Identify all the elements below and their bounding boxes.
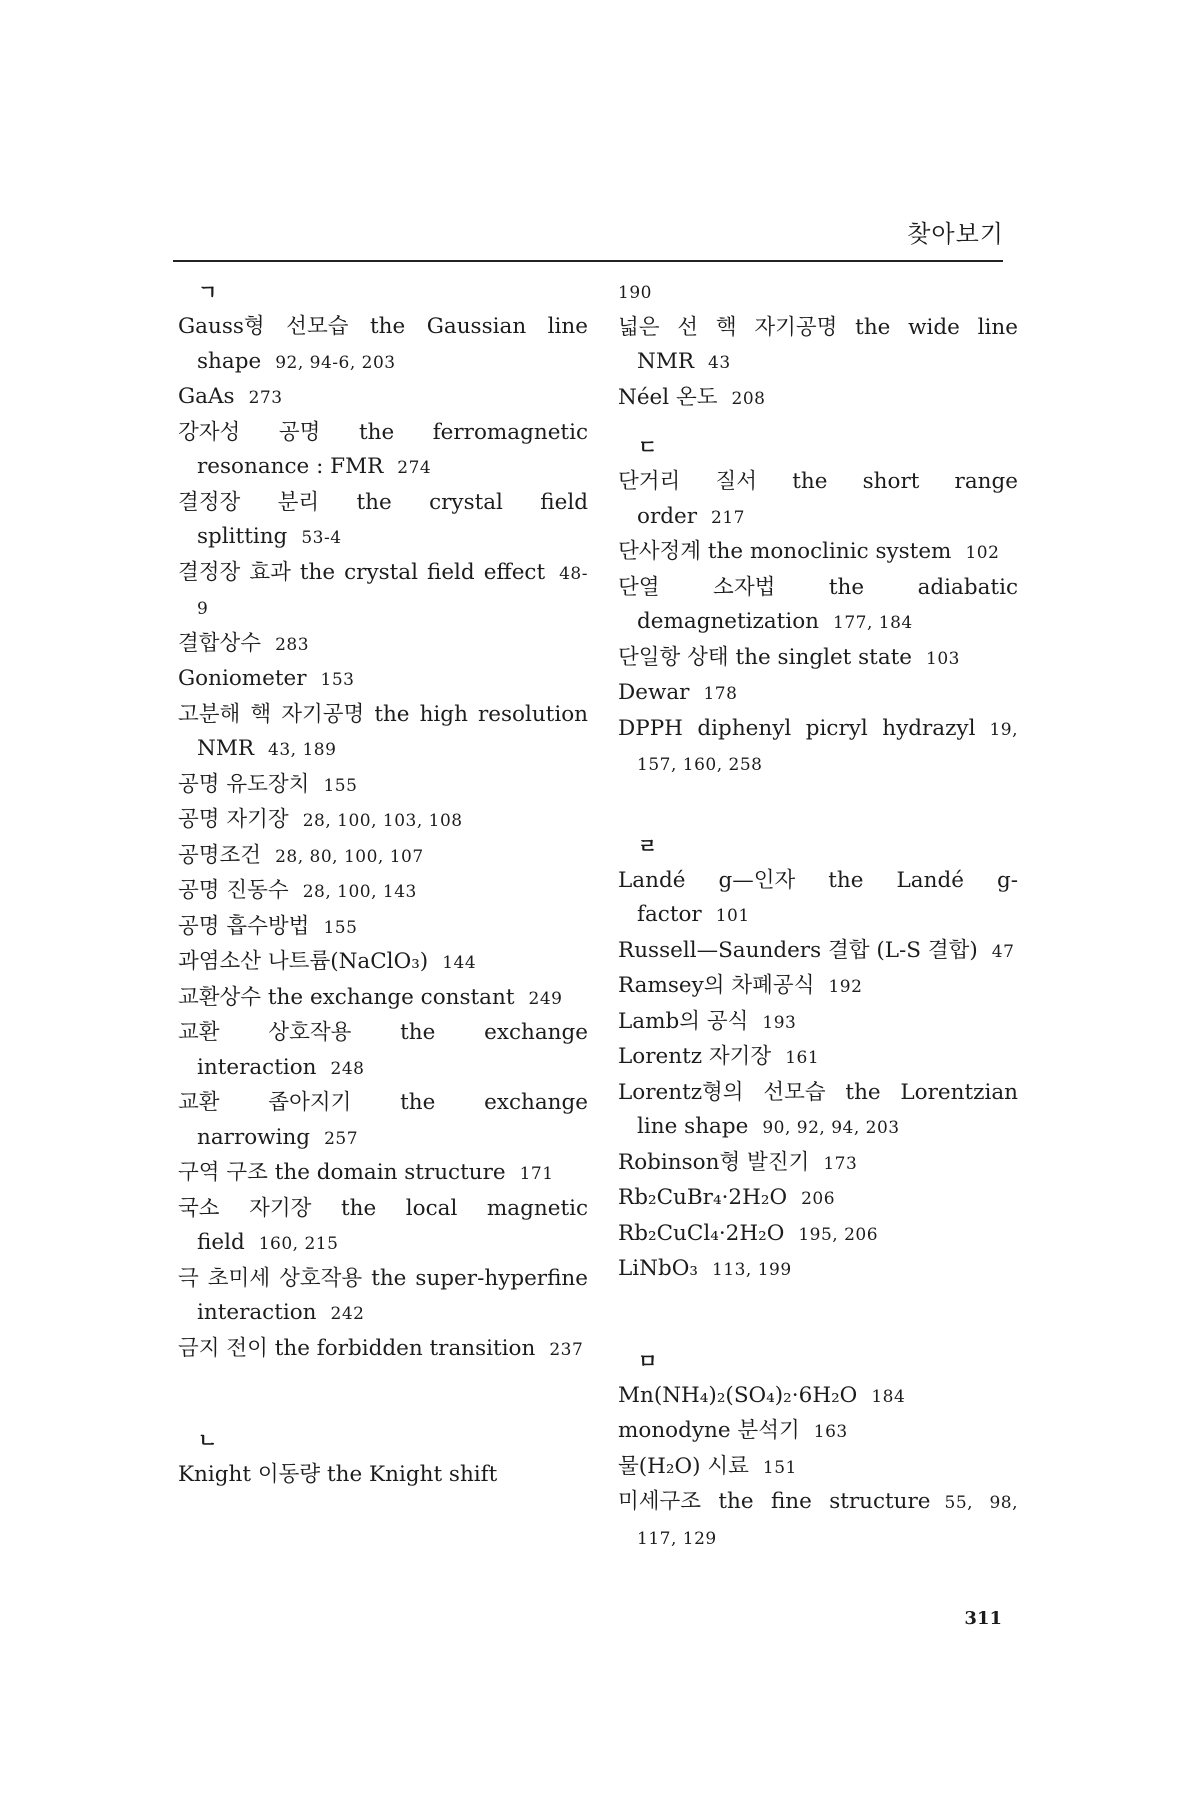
- entry-pages: 155: [323, 775, 358, 796]
- group-heading: ㄷ: [638, 435, 658, 459]
- index-entry: Néel 온도 208: [618, 384, 766, 410]
- entry-pages: 103: [926, 648, 960, 669]
- entry-pages: 257: [324, 1128, 359, 1149]
- index-entry: Lorentz형의 선모습 the Lorentzian line shape 90, 92, 94, 203: [618, 1079, 1018, 1139]
- entry-pages: 47: [991, 941, 1015, 962]
- index-entry: 국소 자기장 the local magnetic field 160, 215: [178, 1195, 588, 1255]
- index-entry: monodyne 분석기 163: [618, 1418, 848, 1443]
- entry-pages: 28, 100, 143: [302, 882, 417, 902]
- entry-pages: 184: [871, 1386, 906, 1407]
- index-entry: 결합상수 283: [178, 630, 310, 656]
- index-entry: DPPH diphenyl picryl hydrazyl 19, 157, 160, 258: [618, 715, 1018, 775]
- entry-pages: 53-4: [301, 528, 342, 548]
- entry-pages: 101: [715, 906, 750, 926]
- index-entry: 물(H₂O) 시료 151: [618, 1453, 797, 1479]
- index-group-mieum: [618, 1344, 1018, 1557]
- index-entry: Goniometer 153: [178, 666, 355, 691]
- index-entry: Rb₂CuBr₄·2H₂O 206: [618, 1185, 836, 1210]
- index-entry: 공명 진동수 28, 100, 143: [178, 878, 417, 903]
- index-entry: 구역 구조 the domain structure 171: [178, 1160, 554, 1185]
- index-entry: 극 초미세 상호작용 the super-hyperfine interaction 242: [178, 1265, 588, 1325]
- index-group-digeut: [618, 430, 1018, 783]
- index-entry: 공명 자기장 28, 100, 103, 108: [178, 807, 463, 832]
- entry-pages: 283: [275, 634, 310, 655]
- index-entry: Ramsey의 차폐공식 192: [618, 973, 863, 998]
- index-group-rieul: [618, 829, 1018, 1288]
- group-heading: ㅁ: [638, 1348, 658, 1373]
- entry-pages: 151: [762, 1457, 797, 1478]
- group-heading: ㄹ: [638, 833, 658, 858]
- index-entry: 단거리 질서 the short range order 217: [618, 469, 1018, 529]
- entry-pages: 274: [397, 458, 432, 478]
- entry-pages: 217: [711, 507, 745, 528]
- index-entry: 결정장 효과 the crystal field effect 48-9: [178, 559, 588, 619]
- entry-pages: 163: [813, 1422, 848, 1442]
- entry-pages: 28, 100, 103, 108: [302, 811, 463, 831]
- entry-pages: 171: [519, 1164, 554, 1184]
- index-entry: Robinson형 발진기 173: [618, 1149, 858, 1175]
- entry-pages: 160, 215: [258, 1234, 339, 1254]
- entry-pages: 113, 199: [711, 1260, 792, 1280]
- entry-pages: 249: [528, 988, 563, 1009]
- entry-pages: 237: [549, 1339, 584, 1360]
- group-spacer: [618, 416, 1018, 430]
- index-entry: Dewar 178: [618, 680, 738, 705]
- entry-pages: 173: [823, 1153, 858, 1174]
- index-entry: Rb₂CuCl₄·2H₂O 195, 206: [618, 1220, 879, 1246]
- index-entry: 단사정계 the monoclinic system 102: [618, 539, 1000, 564]
- entry-pages: 155: [323, 917, 358, 938]
- entry-pages: 161: [785, 1048, 820, 1068]
- index-entry: 교환 좁아지기 the exchange narrowing 257: [178, 1090, 588, 1150]
- entry-pages: 43: [708, 353, 731, 373]
- index-entry: 교환상수 the exchange constant 249: [178, 984, 563, 1010]
- group-spacer: [178, 1367, 588, 1423]
- entry-pages: 92, 94-6, 203: [275, 352, 396, 373]
- index-entry: 공명 유도장치 155: [178, 771, 358, 797]
- index-group-nieun: [178, 1423, 588, 1494]
- entry-pages: 195, 206: [798, 1224, 879, 1245]
- entry-pages: 242: [330, 1304, 365, 1324]
- index-entry: 공명 흡수방법 155: [178, 913, 358, 939]
- index-entry: 단일항 상태 the singlet state 103: [618, 644, 960, 670]
- index-entry: 교환 상호작용 the exchange interaction 248: [178, 1020, 588, 1080]
- index-entry: Russell—Saunders 결합 (L-S 결합) 47: [618, 937, 1015, 963]
- index-entry: 공명조건 28, 80, 100, 107: [178, 842, 424, 868]
- entry-pages: 28, 80, 100, 107: [275, 846, 424, 867]
- entry-pages: 206: [801, 1189, 836, 1209]
- index-entry: LiNbO₃ 113, 199: [618, 1256, 792, 1281]
- entry-pages: 192: [828, 977, 863, 997]
- group-spacer: [618, 1288, 1018, 1344]
- index-entry: Gauss형 선모습 the Gaussian line shape 92, 94-6, 203: [178, 314, 588, 374]
- index-entry: 미세구조 the fine structure 55, 98, 117, 129: [618, 1489, 1019, 1549]
- group-spacer: [618, 783, 1018, 829]
- index-entry: GaAs 273: [178, 384, 283, 409]
- entry-pages: 153: [320, 670, 355, 690]
- group-heading: ㄴ: [198, 1428, 218, 1452]
- entry-pages: 144: [442, 953, 477, 973]
- entry-pages: 208: [731, 388, 766, 409]
- entry-pages: 55, 98, 117, 129: [637, 1493, 1019, 1549]
- entry-pages: 193: [762, 1012, 797, 1033]
- index-entry: Mn(NH₄)₂(SO₄)₂·6H₂O 184: [618, 1382, 906, 1408]
- entry-pages: 19, 157, 160, 258: [637, 719, 1018, 775]
- index-entry: 단열 소자법 the adiabatic demagnetization 177, 184: [618, 574, 1018, 634]
- index-entry: 강자성 공명 the ferromagnetic resonance : FMR 274: [178, 419, 588, 479]
- group-heading: ㄱ: [198, 280, 218, 304]
- index-entry: 금지 전이 the forbidden transition 237: [178, 1335, 584, 1361]
- index-entry: 결정장 분리 the crystal field splitting 53-4: [178, 489, 588, 549]
- entry-pages: 177, 184: [833, 613, 913, 633]
- entry-pages: 102: [965, 543, 1000, 563]
- header-rule: [173, 260, 1003, 262]
- index-entry: Lamb의 공식 193: [618, 1008, 797, 1034]
- page-header-title: 찾아보기: [907, 220, 1004, 248]
- index-column-right: [618, 275, 1018, 1556]
- index-entry: 고분해 핵 자기공명 the high resolution NMR 43, 189: [178, 701, 588, 761]
- index-group-giyeok: [178, 275, 588, 1367]
- index-column-left: [178, 275, 588, 1494]
- entry-pages: 178: [703, 684, 738, 704]
- index-entry: Lorentz 자기장 161: [618, 1044, 820, 1069]
- entry-pages: 43, 189: [268, 740, 337, 760]
- entry-pages: 48-9: [197, 563, 588, 619]
- index-entry: 넓은 선 핵 자기공명 the wide line NMR 43: [618, 314, 1018, 374]
- entry-pages: 90, 92, 94, 203: [762, 1118, 900, 1138]
- index-entry-continuation: [618, 275, 1018, 311]
- entry-pages: 248: [330, 1058, 365, 1079]
- entry-pages: 273: [248, 388, 283, 408]
- page-number: 311: [964, 1608, 1002, 1629]
- index-entry: Landé g—인자 the Landé g-factor 101: [618, 867, 1018, 927]
- index-entry: Knight 이동량 the Knight shift: [178, 1462, 498, 1487]
- index-entry: 과염소산 나트륨(NaClO₃) 144: [178, 949, 477, 974]
- entry-pages: 190: [618, 283, 652, 303]
